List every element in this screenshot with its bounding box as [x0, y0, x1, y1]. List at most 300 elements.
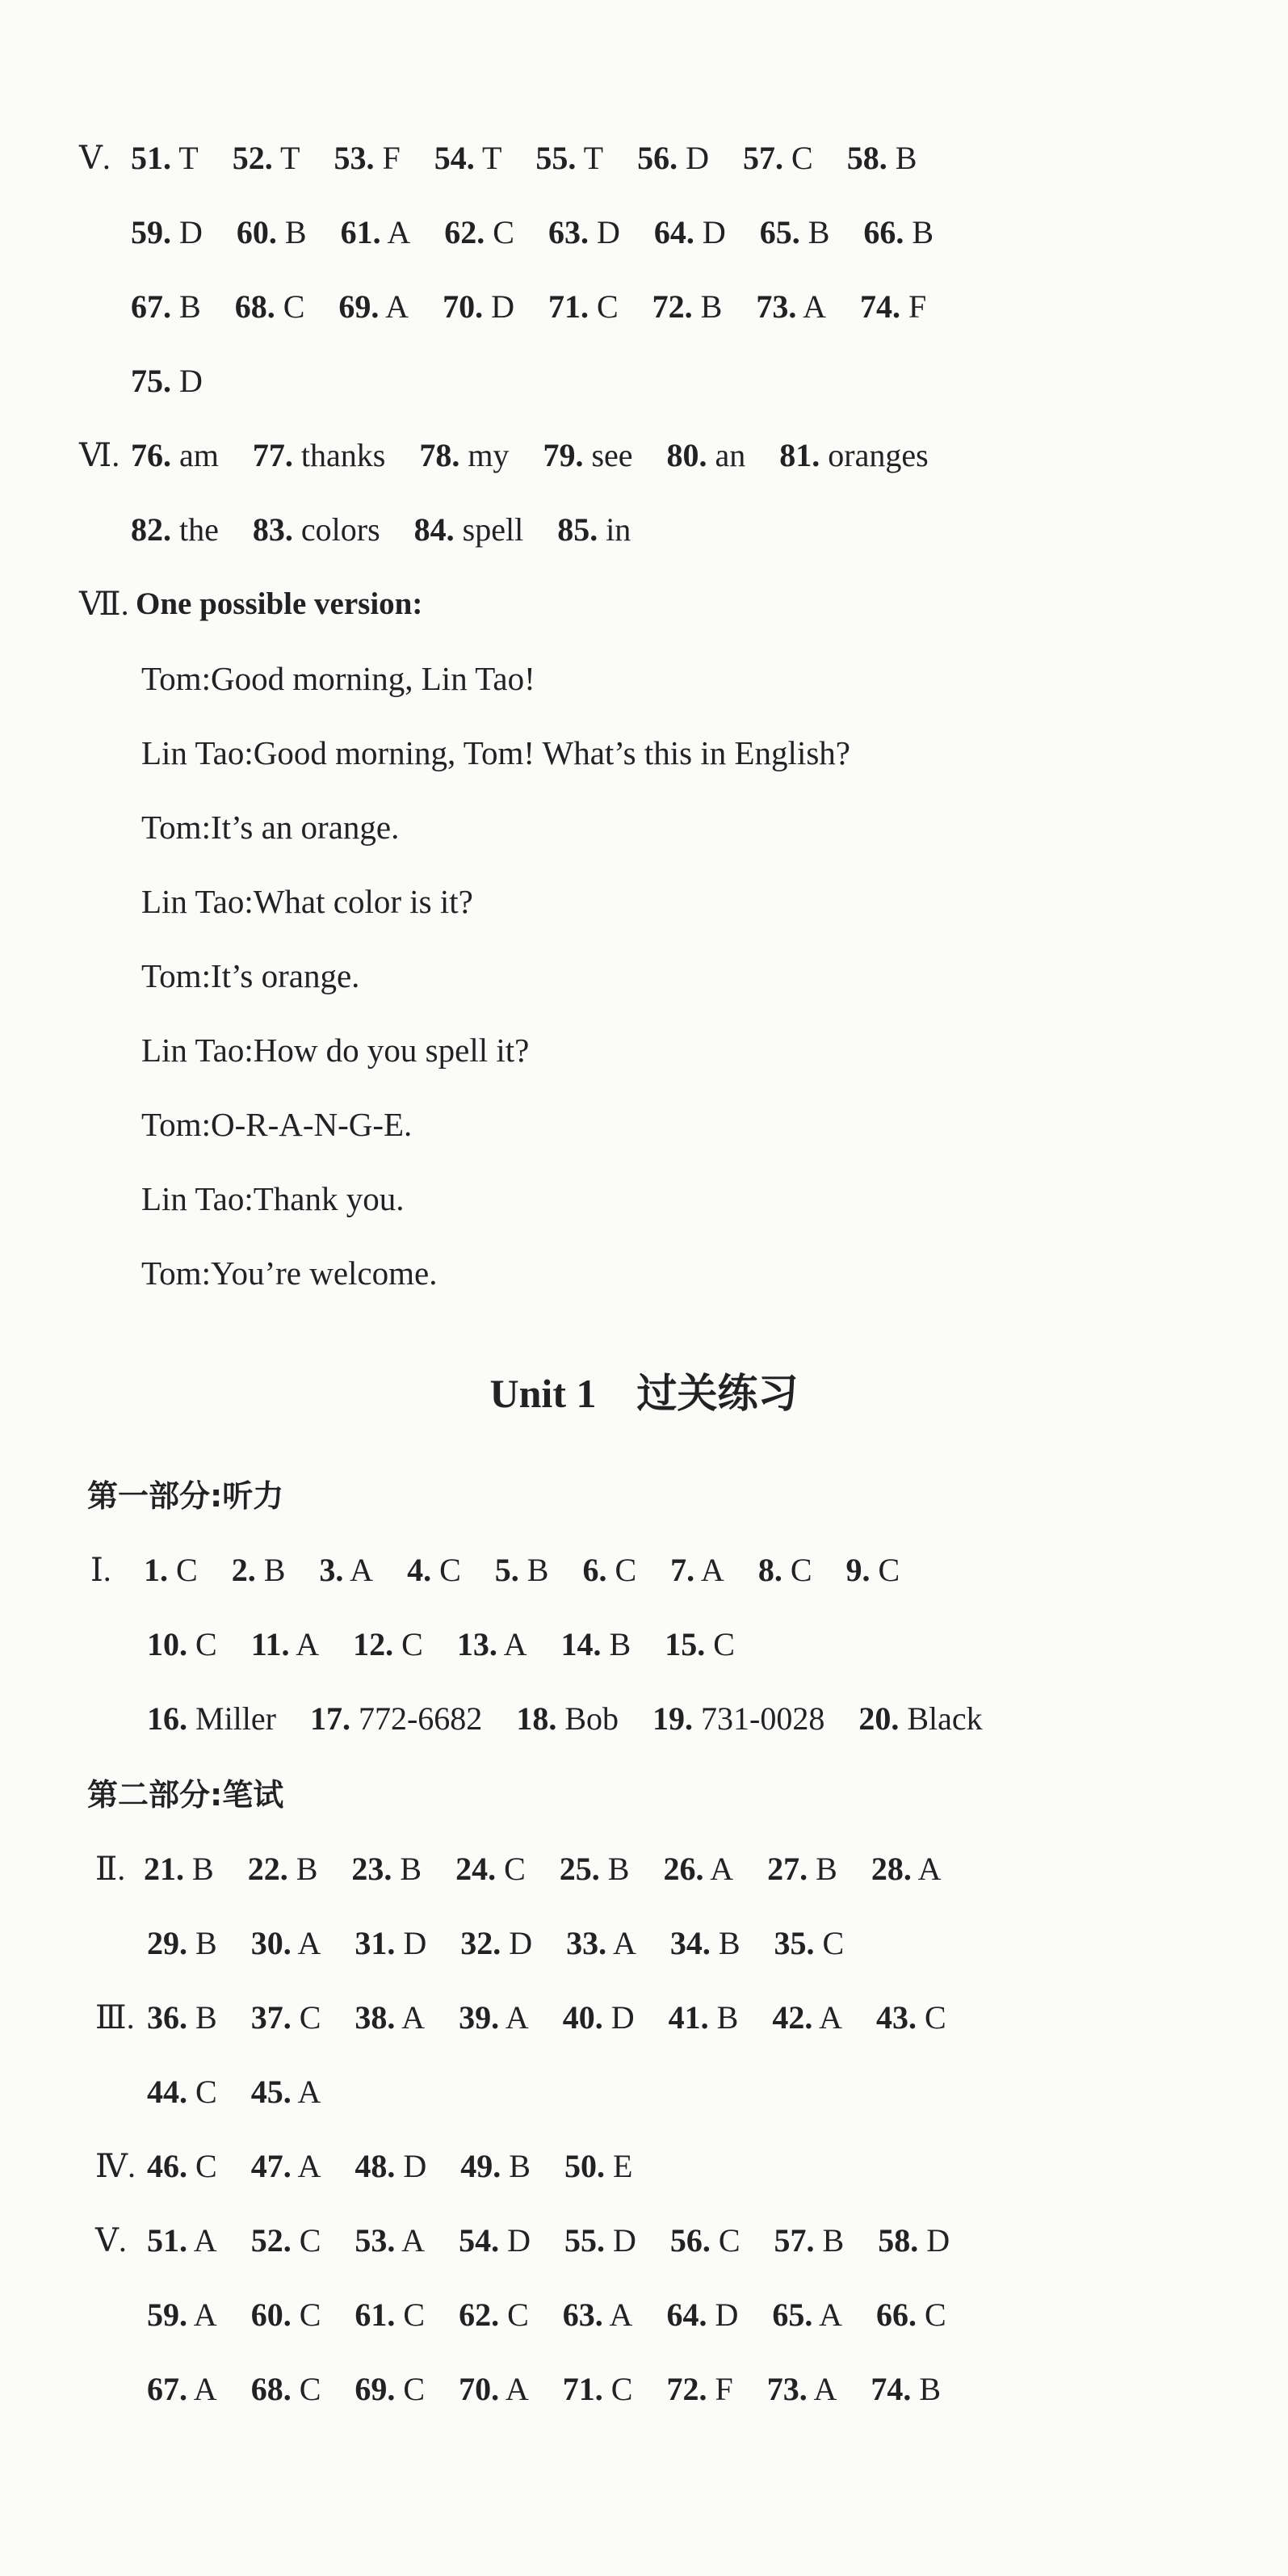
question-number: 11. — [250, 1626, 290, 1662]
answer-value: A — [499, 2371, 529, 2407]
answer-value: C — [187, 2074, 217, 2110]
question-number: 37. — [250, 1999, 292, 2036]
question-number: 8. — [757, 1552, 782, 1588]
answer-value: C — [275, 288, 305, 325]
question-number: 70. — [443, 288, 484, 325]
question-number: 45. — [250, 2074, 292, 2110]
answer-value: A — [812, 1999, 843, 2036]
answer-row — [147, 2291, 946, 2339]
roman-numeral: Ⅳ. — [95, 2148, 136, 2184]
answer-item — [444, 208, 514, 257]
question-number: 49. — [460, 2148, 501, 2184]
question-number: 33. — [566, 1925, 607, 1961]
answer-row — [131, 357, 203, 406]
answer-row — [147, 2142, 632, 2191]
answer-value: A — [911, 1851, 942, 1887]
answer-value: see — [583, 437, 633, 473]
section-iv-roman — [95, 2142, 136, 2191]
answer-item — [248, 1845, 318, 1893]
answer-item — [663, 1845, 733, 1893]
question-number: 14. — [560, 1626, 602, 1662]
answer-item — [407, 1546, 461, 1595]
answer-item — [566, 1919, 636, 1968]
question-number: 64. — [666, 2297, 707, 2333]
question-number: 43. — [876, 1999, 917, 2036]
question-number: 46. — [147, 2148, 187, 2184]
answer-item — [670, 1546, 724, 1595]
answer-value: C — [499, 2297, 529, 2333]
dialog-line: Lin Tao:Thank you. — [141, 1180, 405, 1217]
question-number: 60. — [236, 214, 277, 250]
answer-item — [654, 208, 726, 257]
question-number: 12. — [353, 1626, 394, 1662]
answer-value: A — [379, 288, 409, 325]
answer-value: A — [812, 2297, 843, 2333]
roman-numeral: Ⅶ. — [79, 586, 129, 622]
answer-item — [251, 2291, 321, 2339]
question-number: 69. — [338, 288, 380, 325]
question-number: 16. — [147, 1700, 187, 1737]
question-number: 52. — [250, 2222, 292, 2259]
answer-value: spell — [454, 511, 524, 548]
answer-item — [460, 1919, 532, 1968]
answer-value: B — [814, 2222, 845, 2259]
answer-item — [772, 1994, 842, 2042]
answer-value: F — [900, 288, 927, 325]
answer-item — [665, 1620, 735, 1669]
question-number: 72. — [666, 2371, 707, 2407]
answer-item — [779, 431, 928, 480]
roman-numeral: Ⅱ. — [95, 1851, 126, 1887]
question-number: 68. — [234, 288, 275, 325]
answer-item — [495, 1546, 549, 1595]
question-number: 55. — [535, 140, 577, 176]
answer-value: B — [599, 1851, 630, 1887]
question-number: 21. — [144, 1851, 184, 1887]
answer-value: D — [171, 363, 203, 399]
dialog-line: Tom:It’s orange. — [141, 957, 360, 994]
answer-item — [560, 1845, 630, 1893]
answer-row — [147, 1994, 946, 2042]
question-number: 55. — [564, 2222, 605, 2259]
dialog-line: Tom:Good morning, Lin Tao! — [141, 660, 535, 697]
answer-item — [858, 1695, 982, 1743]
question-number: 65. — [772, 2297, 813, 2333]
answer-item — [847, 134, 917, 183]
answer-value: Bob — [556, 1700, 619, 1737]
question-number: 2. — [231, 1552, 256, 1588]
question-number: 24. — [455, 1851, 497, 1887]
answer-value: 772-6682 — [350, 1700, 483, 1737]
answer-item — [351, 1845, 422, 1893]
answer-item — [774, 2217, 845, 2265]
answer-item — [147, 2068, 217, 2116]
answer-item — [860, 283, 926, 331]
answer-item — [670, 1919, 740, 1968]
roman-numeral: Ⅴ. — [95, 2222, 127, 2259]
answer-row — [131, 208, 933, 257]
answer-value: A — [187, 2222, 217, 2259]
answer-value: B — [799, 214, 830, 250]
answer-value: F — [374, 140, 401, 176]
answer-item — [557, 506, 631, 554]
section-vi-roman — [79, 431, 120, 480]
question-number: 68. — [250, 2371, 292, 2407]
question-number: 25. — [559, 1851, 600, 1887]
answer-item — [443, 283, 514, 331]
question-number: 75. — [131, 363, 171, 399]
answer-item — [459, 2217, 531, 2265]
answer-item — [147, 1994, 217, 2042]
question-number: 18. — [516, 1700, 557, 1737]
question-number: 53. — [355, 2222, 396, 2259]
answer-row — [147, 2217, 950, 2265]
answer-value: C — [291, 2297, 321, 2333]
answer-value: A — [796, 288, 827, 325]
answer-row — [147, 1695, 983, 1743]
answer-item — [251, 1620, 319, 1669]
question-number: 5. — [494, 1552, 519, 1588]
answer-value: C — [814, 1925, 845, 1961]
answer-item — [434, 134, 502, 183]
question-number: 66. — [863, 214, 904, 250]
answer-value: B — [518, 1552, 549, 1588]
answer-value: thanks — [292, 437, 386, 473]
answer-value: C — [393, 1626, 423, 1662]
answer-value: B — [184, 1851, 214, 1887]
answer-value: C — [291, 2222, 321, 2259]
question-number: 59. — [131, 214, 171, 250]
answer-value: am — [171, 437, 219, 473]
unit-title — [0, 1365, 1288, 1422]
question-number: 53. — [334, 140, 375, 176]
roman-numeral: Ⅲ. — [95, 1999, 135, 2036]
answer-value: A — [395, 2222, 426, 2259]
answer-item — [459, 2291, 529, 2339]
answer-value: D — [918, 2222, 950, 2259]
question-number: 71. — [548, 288, 589, 325]
question-number: 28. — [871, 1851, 912, 1887]
question-number: 73. — [756, 288, 797, 325]
question-number: 38. — [355, 1999, 396, 2036]
question-number: 80. — [666, 437, 707, 473]
question-number: 32. — [460, 1925, 501, 1961]
answer-value: C — [496, 1851, 526, 1887]
answer-value: D — [604, 2222, 636, 2259]
answer-item — [563, 1994, 635, 2042]
answer-value: my — [459, 437, 510, 473]
answer-value: B — [501, 2148, 531, 2184]
question-number: 3. — [319, 1552, 344, 1588]
answer-item — [535, 134, 603, 183]
unit-title-cn: 过关练习 — [636, 1370, 799, 1417]
answer-item — [251, 2365, 321, 2414]
answer-item — [548, 283, 619, 331]
answer-item — [147, 2365, 217, 2414]
dialog-line: Lin Tao:What color is it? — [141, 883, 473, 920]
answer-item — [355, 2217, 425, 2265]
answer-value: F — [707, 2371, 733, 2407]
answer-value: A — [497, 1626, 527, 1662]
question-number: 42. — [772, 1999, 813, 2036]
answer-value: A — [807, 2371, 837, 2407]
answer-row — [147, 2068, 321, 2116]
question-number: 82. — [131, 511, 171, 548]
answer-value: in — [598, 511, 631, 548]
answer-row — [147, 1620, 735, 1669]
answer-value: B — [255, 1552, 286, 1588]
answer-value: B — [392, 1851, 422, 1887]
answer-item — [652, 283, 723, 331]
answer-value: A — [602, 2297, 633, 2333]
answer-value: B — [710, 1925, 740, 1961]
answer-value: B — [601, 1626, 631, 1662]
answer-item — [232, 1546, 286, 1595]
answer-item — [131, 357, 203, 406]
answer-item — [871, 2365, 941, 2414]
answer-value: T — [474, 140, 502, 176]
question-number: 31. — [355, 1925, 396, 1961]
answer-item — [548, 208, 620, 257]
answer-value: C — [291, 1999, 321, 2036]
answer-value: Black — [899, 1700, 983, 1737]
answer-item — [147, 2291, 217, 2339]
answer-value: A — [694, 1552, 724, 1588]
roman-numeral: Ⅵ. — [79, 437, 120, 473]
question-number: 74. — [871, 2371, 912, 2407]
question-number: 52. — [232, 140, 273, 176]
answer-item — [666, 2365, 732, 2414]
answer-value: C — [606, 1552, 637, 1588]
answer-item — [131, 208, 203, 257]
answer-value: B — [171, 288, 201, 325]
answer-item — [582, 1546, 636, 1595]
answer-value: C — [187, 2148, 217, 2184]
answer-value: C — [710, 2222, 740, 2259]
answer-row — [131, 283, 926, 331]
answer-item — [459, 2365, 529, 2414]
answer-row — [144, 1845, 942, 1893]
answer-item — [767, 1845, 837, 1893]
answer-item — [876, 1994, 946, 2042]
answer-value: D — [501, 1925, 533, 1961]
answer-value: D — [499, 2222, 531, 2259]
question-number: 26. — [663, 1851, 704, 1887]
answer-value: T — [272, 140, 300, 176]
answer-value: C — [588, 288, 619, 325]
answer-item — [253, 506, 380, 554]
answer-value: D — [395, 2148, 427, 2184]
answer-item — [131, 506, 219, 554]
question-number: 77. — [252, 437, 293, 473]
question-number: 59. — [147, 2297, 187, 2333]
answer-value: C — [291, 2371, 321, 2407]
answer-item — [457, 1620, 527, 1669]
answer-item — [147, 1919, 217, 1968]
question-number: 27. — [767, 1851, 808, 1887]
answer-value: C — [395, 2297, 426, 2333]
answer-value: D — [483, 288, 514, 325]
answer-value: T — [576, 140, 604, 176]
question-number: 20. — [858, 1700, 900, 1737]
answer-item — [460, 2142, 531, 2191]
question-number: 60. — [250, 2297, 292, 2333]
question-number: 56. — [669, 2222, 711, 2259]
answer-value: A — [187, 2371, 217, 2407]
question-number: 19. — [652, 1700, 693, 1737]
answer-item — [338, 283, 409, 331]
section-vii-roman — [79, 580, 129, 628]
answer-row — [147, 2365, 941, 2414]
answer-value: B — [187, 1999, 217, 2036]
answer-value: B — [808, 1851, 837, 1887]
dialog-line: Tom:It’s an orange. — [141, 809, 400, 846]
answer-value: A — [380, 214, 411, 250]
answer-value: B — [692, 288, 723, 325]
question-number: 23. — [351, 1851, 392, 1887]
answer-value: C — [485, 214, 514, 250]
section-iii-roman — [95, 1994, 135, 2042]
question-number: 50. — [564, 2148, 605, 2184]
answer-item — [637, 134, 709, 183]
answer-item — [334, 134, 400, 183]
question-number: 58. — [846, 140, 887, 176]
question-number: 58. — [878, 2222, 919, 2259]
question-number: 41. — [668, 1999, 709, 2036]
answer-value: C — [783, 140, 813, 176]
answer-value: C — [168, 1552, 198, 1588]
answer-value: D — [588, 214, 620, 250]
answer-item — [341, 208, 411, 257]
answer-value: C — [431, 1552, 461, 1588]
answer-value: C — [782, 1552, 812, 1588]
question-number: 51. — [131, 140, 171, 176]
question-number: 63. — [562, 2297, 603, 2333]
question-number: 70. — [459, 2371, 500, 2407]
answer-item — [760, 208, 830, 257]
answer-value: C — [917, 2297, 946, 2333]
answer-value: A — [703, 1851, 734, 1887]
answer-value: A — [395, 1999, 426, 2036]
answer-value: B — [904, 214, 934, 250]
answer-value: C — [602, 2371, 633, 2407]
answer-item — [147, 1620, 217, 1669]
answer-item — [144, 1845, 214, 1893]
question-number: 6. — [582, 1552, 607, 1588]
answer-value: Miller — [187, 1700, 276, 1737]
answer-item — [131, 283, 201, 331]
answer-item — [310, 1695, 482, 1743]
section-vii-heading: One possible version: — [136, 586, 423, 621]
answer-row — [147, 1919, 844, 1968]
question-number: 40. — [562, 1999, 603, 2036]
answer-item — [863, 208, 933, 257]
question-number: 7. — [670, 1552, 695, 1588]
question-number: 10. — [147, 1626, 187, 1662]
answer-value: D — [395, 1925, 427, 1961]
answer-item — [419, 431, 509, 480]
answer-item — [251, 2217, 321, 2265]
answer-item — [871, 1845, 942, 1893]
answer-item — [561, 1620, 631, 1669]
answer-item — [774, 1919, 845, 1968]
answer-item — [233, 134, 300, 183]
question-number: 35. — [774, 1925, 815, 1961]
answer-item — [355, 2365, 425, 2414]
answer-item — [543, 431, 632, 480]
answer-item — [758, 1546, 812, 1595]
question-number: 22. — [247, 1851, 288, 1887]
answer-item — [563, 2291, 633, 2339]
answer-value: A — [606, 1925, 636, 1961]
unit-title-en: Unit 1 — [489, 1371, 597, 1416]
answer-value: A — [187, 2297, 217, 2333]
question-number: 67. — [131, 288, 171, 325]
answer-item — [355, 2291, 425, 2339]
answer-value: C — [917, 1999, 946, 2036]
answer-value: A — [291, 1925, 321, 1961]
question-number: 9. — [845, 1552, 871, 1588]
part1-heading: 第一部分:听力 — [87, 1478, 284, 1514]
question-number: 17. — [309, 1700, 350, 1737]
question-number: 62. — [444, 214, 485, 250]
answer-value: D — [707, 2297, 739, 2333]
answer-value: A — [289, 1626, 320, 1662]
answer-value: C — [395, 2371, 426, 2407]
question-number: 44. — [147, 2074, 187, 2110]
answer-value: 731-0028 — [693, 1700, 825, 1737]
question-number: 62. — [459, 2297, 500, 2333]
answer-item — [669, 1994, 739, 2042]
question-number: 29. — [147, 1925, 187, 1961]
question-number: 54. — [434, 140, 475, 176]
answer-value: A — [291, 2074, 321, 2110]
answer-value: E — [604, 2148, 633, 2184]
question-number: 47. — [250, 2148, 292, 2184]
question-number: 79. — [543, 437, 584, 473]
answer-item — [131, 134, 199, 183]
answer-value: T — [171, 140, 199, 176]
answer-value: D — [171, 214, 203, 250]
section-v-roman — [95, 2217, 127, 2265]
answer-item — [564, 2142, 632, 2191]
answer-item — [251, 2068, 321, 2116]
answer-item — [131, 431, 219, 480]
answer-item — [743, 134, 813, 183]
answer-value: the — [171, 511, 219, 548]
question-number: 61. — [340, 214, 381, 250]
dialog-line: Lin Tao:Good morning, Tom! What’s this in English? — [141, 734, 850, 771]
question-number: 57. — [774, 2222, 815, 2259]
answer-item — [353, 1620, 423, 1669]
question-number: 1. — [144, 1552, 168, 1588]
answer-row — [131, 506, 631, 554]
answer-item — [846, 1546, 900, 1595]
answer-item — [652, 1695, 824, 1743]
answer-item — [876, 2291, 946, 2339]
question-number: 73. — [766, 2371, 808, 2407]
question-number: 48. — [355, 2148, 396, 2184]
answer-item — [455, 1845, 526, 1893]
answer-value: B — [276, 214, 307, 250]
answer-value: C — [705, 1626, 735, 1662]
question-number: 54. — [459, 2222, 500, 2259]
answer-value: D — [602, 1999, 635, 2036]
question-number: 39. — [459, 1999, 500, 2036]
question-number: 61. — [355, 2297, 396, 2333]
answer-item — [772, 2291, 842, 2339]
question-number: 36. — [147, 1999, 187, 2036]
